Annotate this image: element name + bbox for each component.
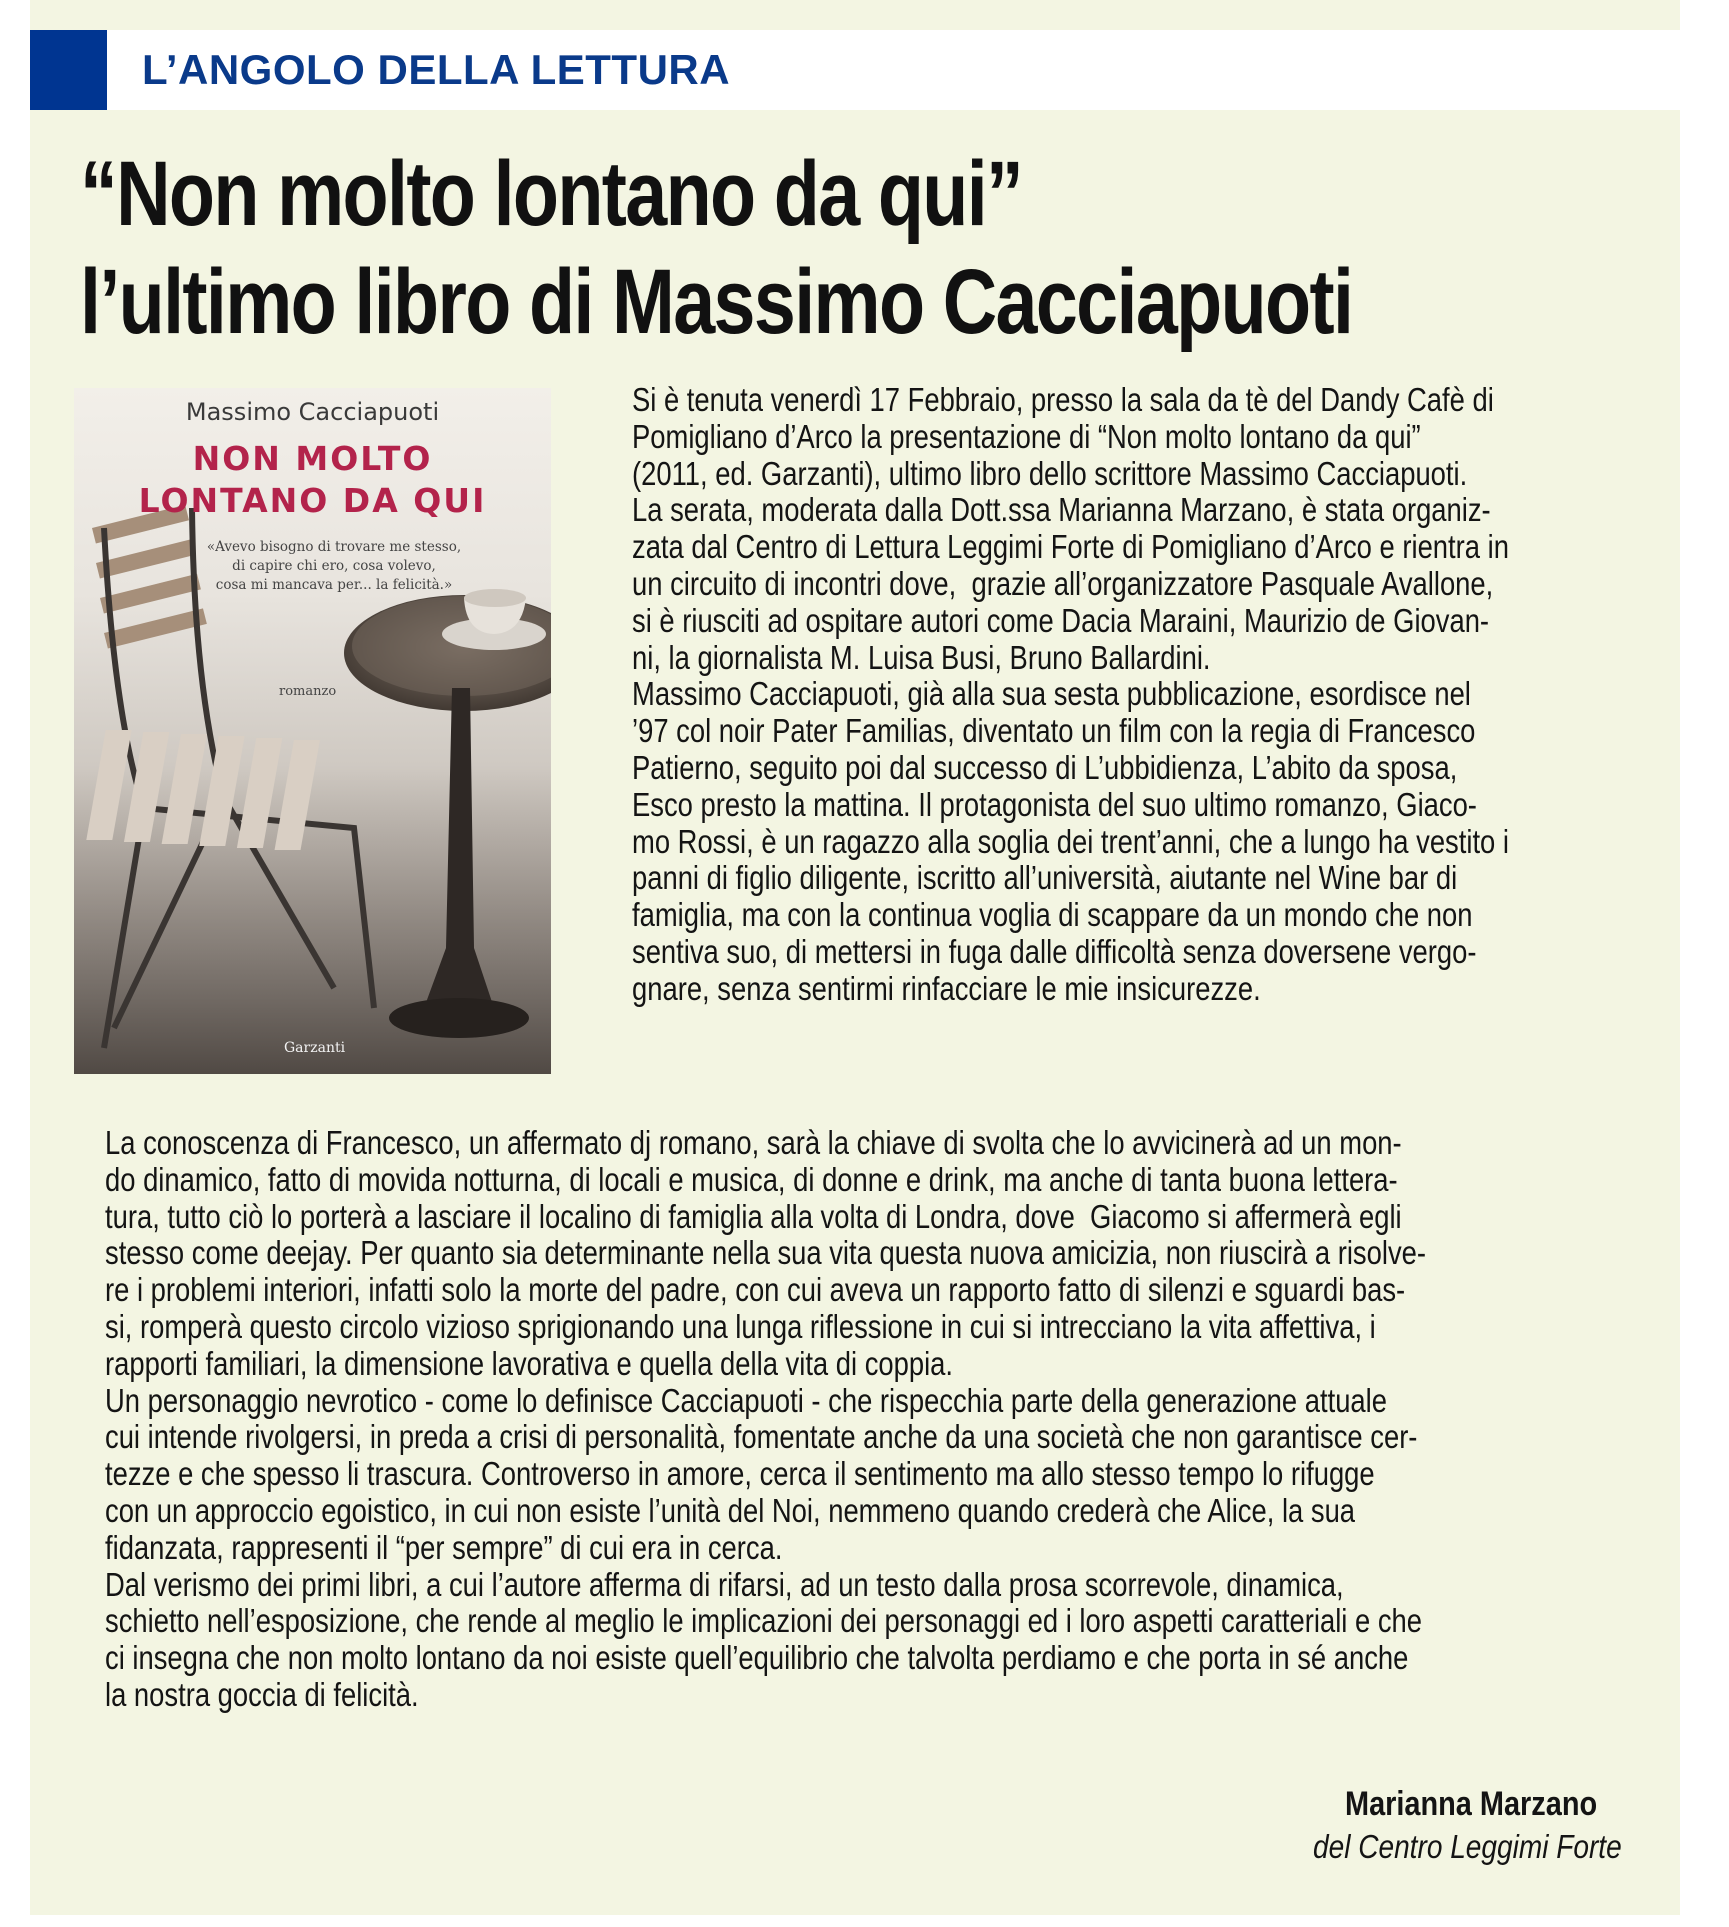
text-line: La conoscenza di Francesco, un affermato dj romano, sarà la chiave di svolta che lo avvicinerà ad un mon-	[105, 1124, 1402, 1161]
author-signature: Marianna Marzano	[1345, 1785, 1598, 1823]
article-page	[30, 0, 1680, 1915]
cover-quote	[184, 538, 484, 595]
author-organization: del Centro Leggimi Forte	[1313, 1828, 1622, 1865]
cover-title-line-2: LONTANO DA QUI	[138, 481, 487, 520]
text-line: tezze e che spesso li trascura. Controverso in amore, cerca il sentimento ma allo stesso tempo lo rifugge	[105, 1455, 1375, 1493]
text-line: Esco presto la mattina. Il protagonista del suo ultimo romanzo, Giaco-	[632, 785, 1477, 823]
text-line: ni, la giornalista M. Luisa Busi, Bruno Ballardini.	[632, 638, 1211, 676]
headline	[80, 140, 1376, 356]
text-line: re i problemi interiori, infatti solo la morte del padre, con cui aveva un rapporto fatto di silenzi e sguardi bas-	[105, 1271, 1406, 1309]
text-line: Massimo Cacciapuoti, già alla sua sesta pubblicazione, esordisce nel	[632, 675, 1471, 713]
text-line: Dal verismo dei primi libri, a cui l’autore afferma di rifarsi, ad un testo dalla prosa scorrevole, dinamica,	[105, 1565, 1344, 1603]
headline-line-1: “Non molto lontano da qui”	[80, 143, 1023, 245]
text-line: cui intende rivolgersi, in preda a crisi di personalità, fomentate anche da una società che non garantisce cer-	[105, 1418, 1418, 1456]
text-line: stesso come deejay. Per quanto sia determinante nella sua vita questa nuova amicizia, non riuscirà a risolve-	[105, 1234, 1426, 1272]
text-line: zata dal Centro di Lettura Leggimi Forte di Pomigliano d’Arco e rientra in	[632, 528, 1509, 566]
cover-quote-line-3: cosa mi mancava per... la felicità.»	[215, 577, 453, 593]
text-line: sentiva suo, di mettersi in fuga dalle difficoltà senza doversene vergo-	[632, 932, 1477, 970]
cover-quote-line-2: di capire chi ero, cosa volevo,	[232, 558, 436, 574]
section-header	[30, 30, 1680, 110]
book-cover-image	[74, 388, 551, 1074]
text-line: (2011, ed. Garzanti), ultimo libro dello scrittore Massimo Cacciapuoti.	[632, 454, 1468, 492]
text-line: tura, tutto ciò lo porterà a lasciare il localino di famiglia alla volta di Londra, dove Giacomo si affermerà egli	[105, 1197, 1402, 1235]
text-line: Patierno, seguito poi dal successo di L’ubbidienza, L’abito da sposa,	[632, 748, 1458, 786]
text-line: Pomigliano d’Arco la presentazione di “Non molto lontano da qui”	[632, 417, 1421, 455]
text-line: gnare, senza sentirmi rinfacciare le mie insicurezze.	[632, 969, 1261, 1007]
text-line: la nostra goccia di felicità.	[105, 1675, 419, 1713]
article-column-text	[632, 382, 1509, 1008]
text-line: con un approccio egoistico, in cui non esiste l’unità del Noi, nemmeno quando crederà che Alice, la sua	[105, 1491, 1356, 1529]
article-full-width-text	[105, 1125, 1426, 1714]
text-line: un circuito di incontri dove, grazie all’organizzatore Pasquale Avallone,	[632, 564, 1494, 602]
text-line: La serata, moderata dalla Dott.ssa Marianna Marzano, è stata organiz-	[632, 491, 1491, 529]
text-line: si, romperà questo circolo vizioso sprigionando una lunga riflessione in cui si intrecciano la vita affettiva, i	[105, 1307, 1376, 1345]
text-line: ’97 col noir Pater Familias, diventato un film con la regia di Francesco	[632, 712, 1476, 750]
cover-publisher: Garzanti	[284, 1040, 346, 1056]
section-marker	[30, 30, 107, 110]
section-title: L’ANGOLO DELLA LETTURA	[142, 46, 731, 93]
text-line: ci insegna che non molto lontano da noi esiste quell’equilibrio che talvolta perdiamo e che porta in sé anche	[105, 1639, 1409, 1677]
text-line: Si è tenuta venerdì 17 Febbraio, presso la sala da tè del Dandy Cafè di	[632, 381, 1494, 418]
text-line: panni di figlio diligente, iscritto all’università, aiutante nel Wine bar di	[632, 859, 1458, 897]
cover-genre: romanzo	[279, 684, 337, 699]
text-line: fidanzata, rappresenti il “per sempre” di cui era in cerca.	[105, 1528, 783, 1566]
text-line: famiglia, ma con la continua voglia di scappare da un mondo che non	[632, 896, 1473, 934]
headline-line-2: l’ultimo libro di Massimo Cacciapuoti	[80, 251, 1353, 353]
cover-title	[74, 438, 551, 522]
cover-quote-line-1: «Avevo bisogno di trovare me stesso,	[206, 539, 462, 555]
text-line: do dinamico, fatto di movida notturna, di locali e musica, di donne e drink, ma anche di tanta buona lettera-	[105, 1160, 1398, 1198]
text-line: Un personaggio nevrotico - come lo definisce Cacciapuoti - che rispecchia parte della generazione attuale	[105, 1381, 1387, 1419]
text-line: si è riusciti ad ospitare autori come Dacia Maraini, Maurizio de Giovan-	[632, 601, 1490, 639]
cover-title-line-1: NON MOLTO	[192, 439, 433, 478]
text-line: schietto nell’esposizione, che rende al meglio le implicazioni dei personaggi ed i loro aspetti caratteriali e che	[105, 1602, 1422, 1640]
cover-author: Massimo Cacciapuoti	[185, 398, 440, 426]
text-line: rapporti familiari, la dimensione lavorativa e quella della vita di coppia.	[105, 1344, 954, 1382]
text-line: mo Rossi, è un ragazzo alla soglia dei trent’anni, che a lungo ha vestito i	[632, 822, 1509, 860]
